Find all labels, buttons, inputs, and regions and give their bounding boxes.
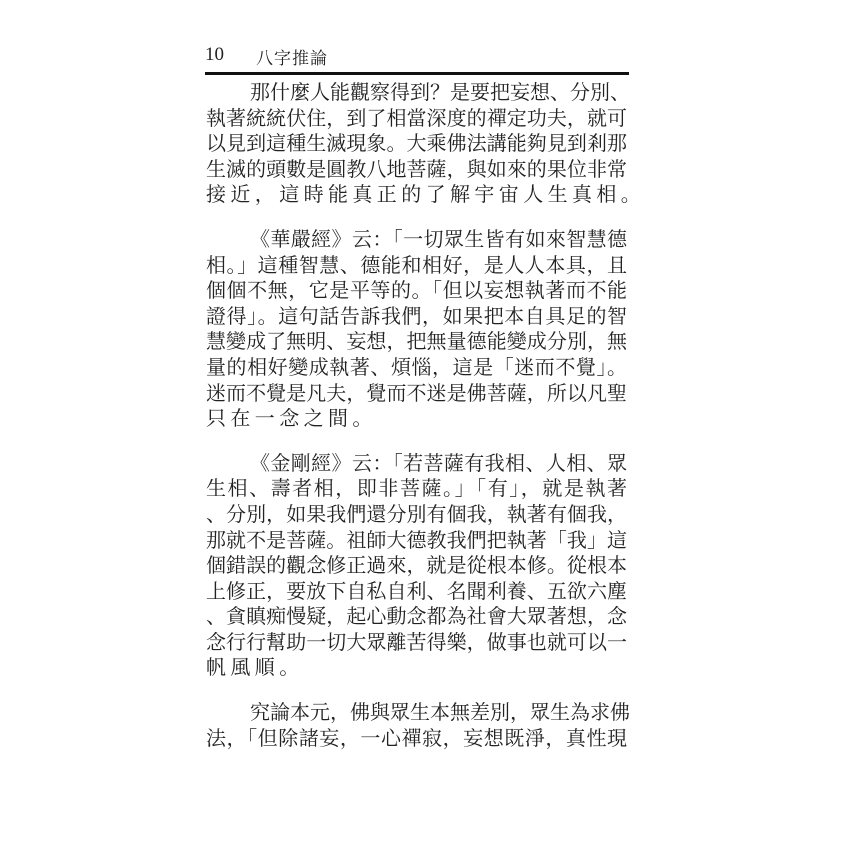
text-line: 帆風順。 xyxy=(206,655,304,680)
text-line: 、貪瞋痴慢疑，起心動念都為社會大眾著想，念 xyxy=(206,604,627,629)
text-line: 那就不是菩薩。祖師大德教我們把執著「我」這 xyxy=(206,527,627,552)
text-line: 量的相好變成執著、煩惱，這是「迷而不覺」。 xyxy=(206,354,627,379)
paragraph xyxy=(206,700,630,751)
text-line: 生滅的頭數是圓教八地菩薩，與如來的果位非常 xyxy=(206,156,627,181)
text-line: 法，「但除諸妄，一心禪寂，妄想既淨，真性現 xyxy=(206,725,627,750)
page-number: 10 xyxy=(205,44,224,65)
paragraph xyxy=(206,451,627,681)
paragraph xyxy=(206,80,646,208)
text-line: 執著統統伏住，到了相當深度的禪定功夫，就可 xyxy=(206,105,627,130)
text-line: 《金剛經》云：「若菩薩有我相、人相、眾 xyxy=(250,450,627,475)
text-line: 上修正，要放下自私自利、名聞利養、五欲六塵 xyxy=(206,578,627,603)
text-line: 接近，這時能真正的了解宇宙人生真相。 xyxy=(206,182,646,207)
text-line: 究論本元，佛與眾生本無差別，眾生為求佛 xyxy=(250,700,630,725)
text-line: 慧變成了無明、妄想，把無量德能變成分別，無 xyxy=(206,329,627,354)
text-line: 、分別，如果我們還分別有個我，執著有個我， xyxy=(206,501,627,526)
text-line: 以見到這種生滅現象。大乘佛法講能夠見到剎那 xyxy=(206,131,627,156)
text-line: 證得」。這句話告訴我們，如果把本自具足的智 xyxy=(206,303,627,328)
text-line: 生相、壽者相，即非菩薩。」「有」，就是執著 xyxy=(206,476,627,501)
paragraph xyxy=(206,227,627,432)
running-title: 八字推論 xyxy=(256,49,328,69)
body-text xyxy=(206,80,646,770)
text-line: 個錯誤的觀念修正過來，就是從根本修。從根本 xyxy=(206,553,627,578)
text-line: 那什麼人能觀察得到？是要把妄想、分別、 xyxy=(250,80,630,104)
text-line: 迷而不覺是凡夫，覺而不迷是佛菩薩，所以凡聖 xyxy=(206,380,627,405)
header-rule xyxy=(205,72,629,75)
text-line: 念行行幫助一切大眾離苦得樂，做事也就可以一 xyxy=(206,629,627,654)
text-line: 個個不無，它是平等的。「但以妄想執著而不能 xyxy=(206,278,627,303)
text-line: 只在一念之間。 xyxy=(206,406,377,431)
text-line: 相。」這種智慧、德能和相好，是人人本具，且 xyxy=(206,252,627,277)
text-line: 《華嚴經》云：「一切眾生皆有如來智慧德 xyxy=(250,226,627,251)
